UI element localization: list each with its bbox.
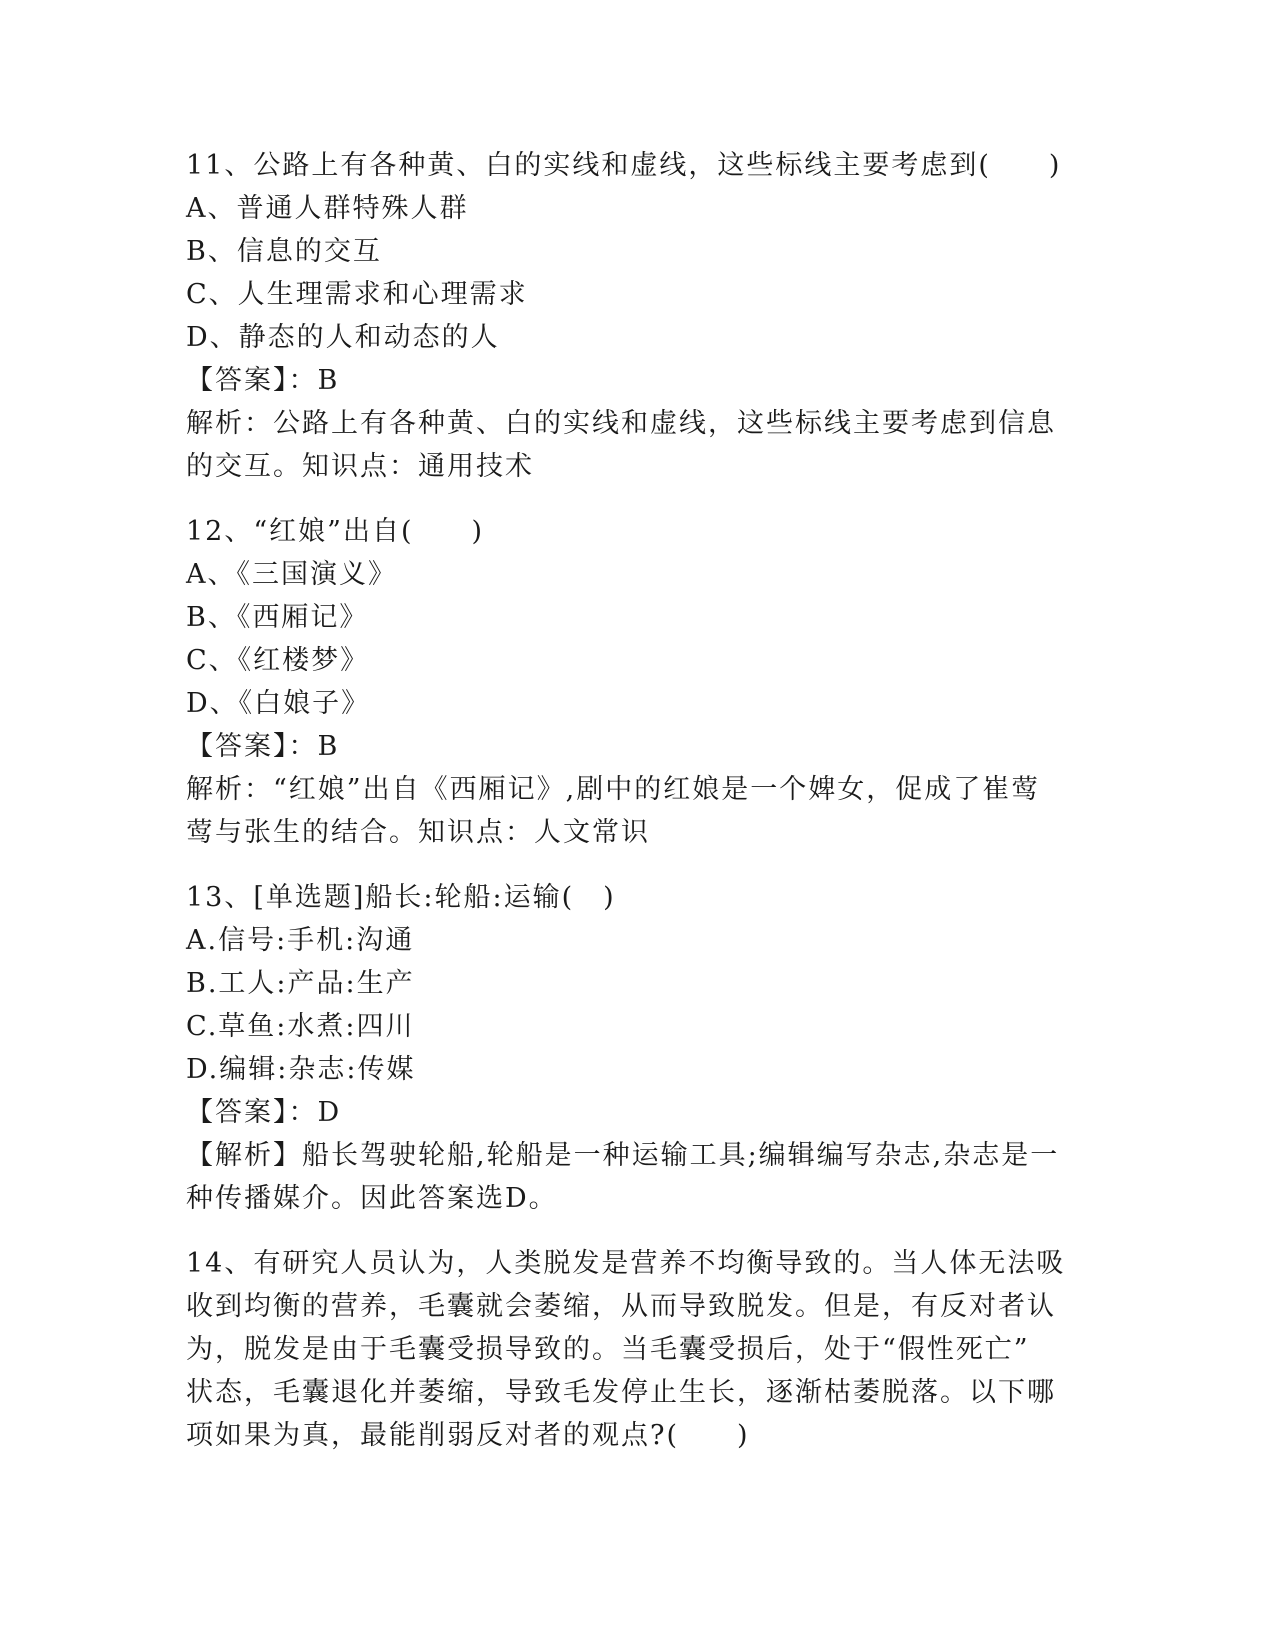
question-stem: 11、公路上有各种黄、白的实线和虚线，这些标线主要考虑到( ) [186, 150, 1062, 181]
question-stem: 12、“红娘”出自( ) [186, 516, 485, 547]
question-spacer [186, 1220, 1086, 1242]
answer-option: D、《白娘子》 [186, 688, 371, 719]
answer-option: D.编辑:杂志:传媒 [186, 1054, 416, 1085]
answer-option: D、静态的人和动态的人 [186, 322, 500, 353]
answer-option: B、《西厢记》 [186, 602, 369, 633]
question-spacer [186, 854, 1086, 876]
explanation-text: 的交互。知识点：通用技术 [186, 451, 534, 482]
question-stem: 状态，毛囊退化并萎缩，导致毛发停止生长，逐渐枯萎脱落。以下哪 [186, 1377, 1056, 1408]
question-list [186, 144, 1086, 1457]
answer-option: A.信号:手机:沟通 [186, 925, 415, 956]
question-stem: 13、[单选题]船长:轮船:运输( ) [186, 882, 616, 913]
answer-option: A、普通人群特殊人群 [186, 193, 469, 224]
question-stem: 14、有研究人员认为，人类脱发是营养不均衡导致的。当人体无法吸 [186, 1248, 1066, 1279]
answer-option: B、信息的交互 [186, 236, 382, 267]
question-stem: 收到均衡的营养，毛囊就会萎缩，从而导致脱发。但是，有反对者认 [186, 1291, 1056, 1322]
explanation-text: 【解析】船长驾驶轮船,轮船是一种运输工具;编辑编写杂志,杂志是一 [186, 1140, 1060, 1171]
explanation-text: 解析：“红娘”出自《西厢记》,剧中的红娘是一个婢女，促成了崔莺 [186, 774, 1041, 805]
explanation-text: 解析：公路上有各种黄、白的实线和虚线，这些标线主要考虑到信息 [186, 408, 1056, 439]
question-spacer [186, 488, 1086, 510]
answer-option: C、《红楼梦》 [186, 645, 370, 676]
answer-option: B.工人:产品:生产 [186, 968, 415, 999]
answer-option: C、人生理需求和心理需求 [186, 279, 528, 310]
answer-line: 【答案】：D [186, 1097, 342, 1128]
answer-option: C.草鱼:水煮:四川 [186, 1011, 415, 1042]
question-stem: 项如果为真，最能削弱反对者的观点?( ) [186, 1420, 750, 1451]
question-block [186, 144, 1086, 488]
answer-option: A、《三国演义》 [186, 559, 397, 590]
answer-line: 【答案】：B [186, 365, 340, 396]
question-block [186, 1242, 1086, 1457]
question-block [186, 876, 1086, 1220]
explanation-text: 莺与张生的结合。知识点：人文常识 [186, 817, 650, 848]
explanation-text: 种传播媒介。因此答案选D。 [186, 1183, 558, 1214]
question-stem: 为，脱发是由于毛囊受损导致的。当毛囊受损后，处于“假性死亡” [186, 1334, 1030, 1365]
answer-line: 【答案】：B [186, 731, 340, 762]
question-block [186, 510, 1086, 854]
